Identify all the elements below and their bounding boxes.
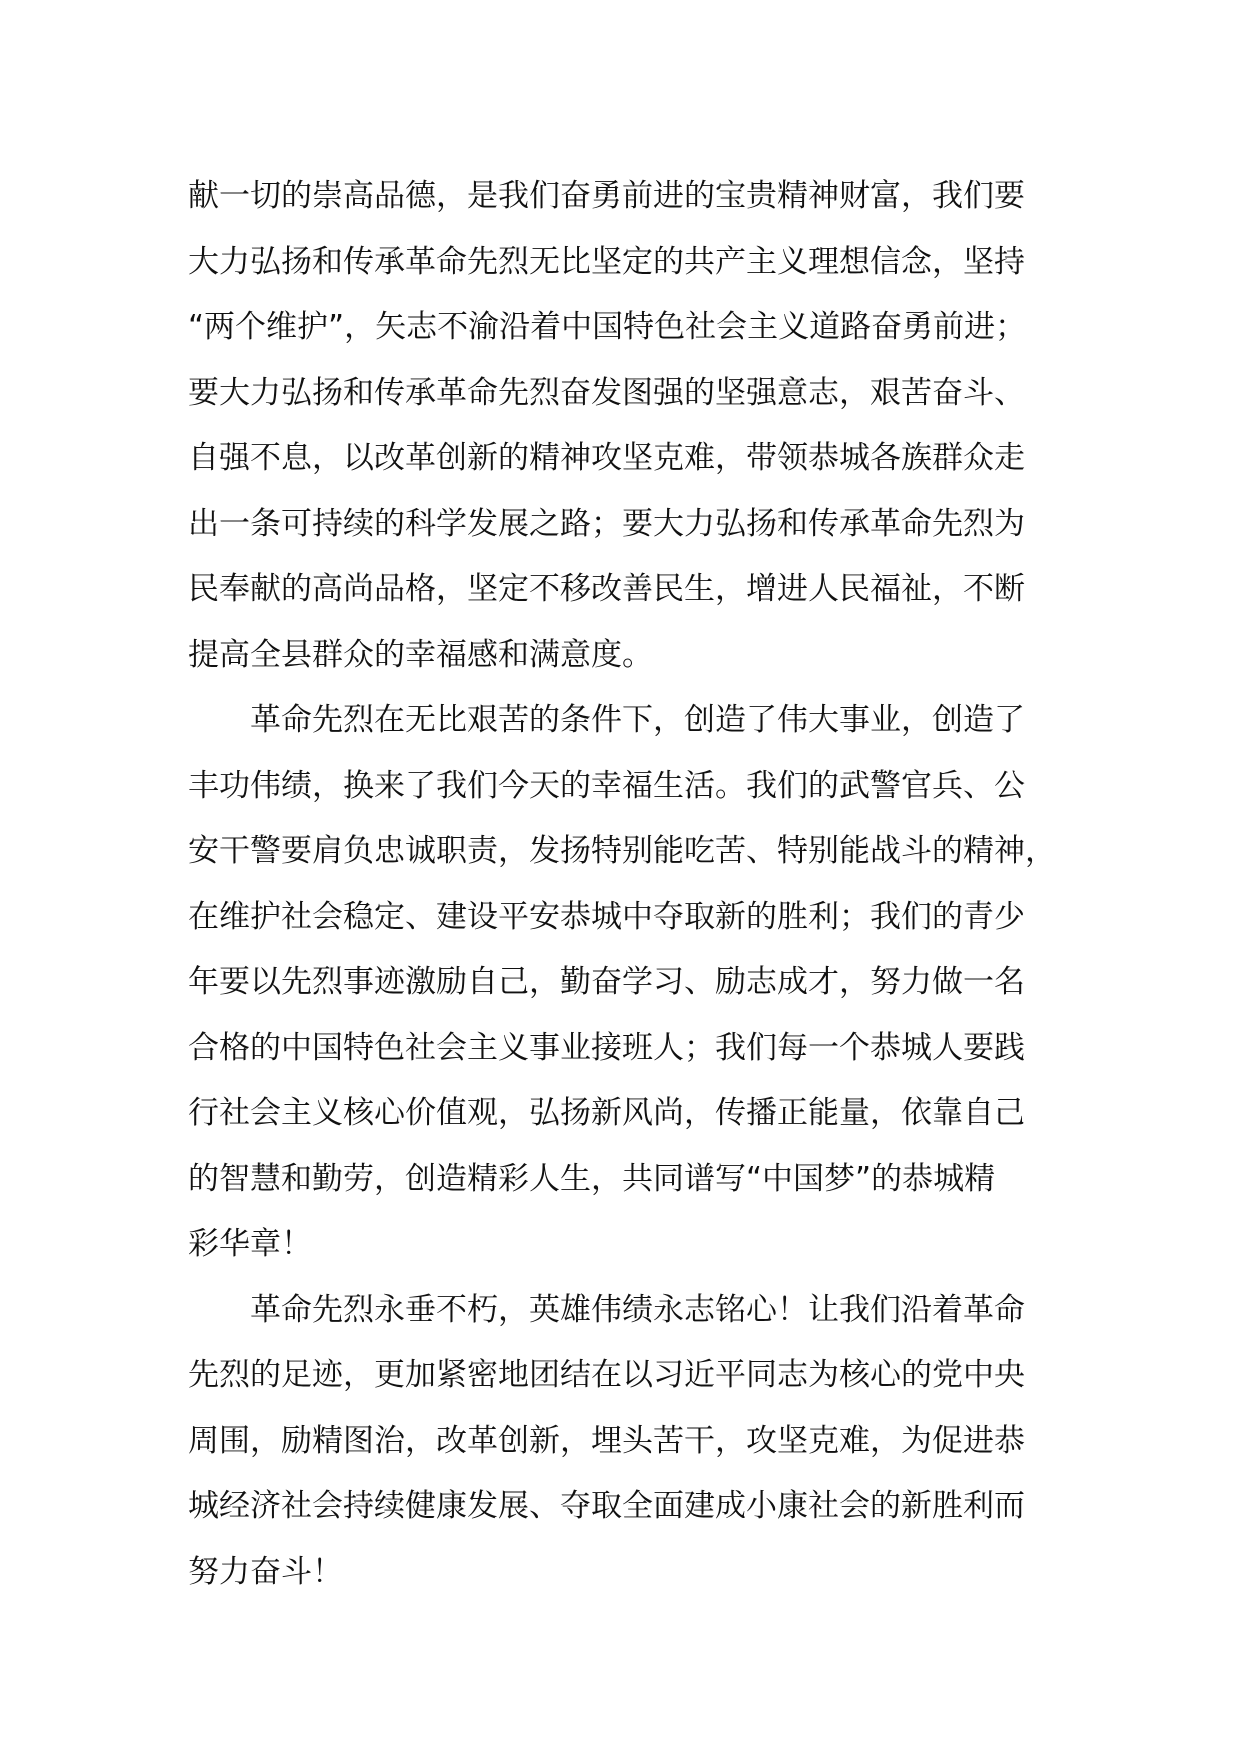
text-line: 努力奋斗！ [188, 1553, 343, 1590]
text-line: 大力弘扬和传承革命先烈无比坚定的共产主义理想信念，坚持 [188, 243, 1025, 280]
text-line: 丰功伟绩，换来了我们今天的幸福生活。我们的武警官兵、公 [188, 767, 1025, 804]
text-line: 出一条可持续的科学发展之路；要大力弘扬和传承革命先烈为 [188, 505, 1025, 542]
body-text [188, 164, 1078, 1605]
text-line: 提高全县群众的幸福感和满意度。 [188, 636, 653, 673]
text-line: 先烈的足迹，更加紧密地团结在以习近平同志为核心的党中央 [188, 1357, 1025, 1393]
text-line: 合格的中国特色社会主义事业接班人；我们每一个恭城人要践 [188, 1029, 1025, 1066]
text-line: 献一切的崇高品德，是我们奋勇前进的宝贵精神财富，我们要 [188, 178, 1025, 214]
text-line: 革命先烈永垂不朽，英雄伟绩永志铭心！让我们沿着革命 [188, 1291, 1025, 1328]
text-line: 行社会主义核心价值观，弘扬新风尚，传播正能量，依靠自己 [188, 1095, 1025, 1131]
text-line: 周围，励精图治，改革创新，埋头苦干，攻坚克难，为促进恭 [188, 1422, 1025, 1459]
text-line: 年要以先烈事迹激励自己，勤奋学习、励志成才，努力做一名 [188, 964, 1025, 1000]
text-line: 自强不息，以改革创新的精神攻坚克难，带领恭城各族群众走 [188, 440, 1025, 476]
text-line: 民奉献的高尚品格，坚定不移改善民生，增进人民福祉，不断 [188, 571, 1025, 607]
text-line: 城经济社会持续健康发展、夺取全面建成小康社会的新胜利而 [188, 1488, 1025, 1524]
text-line: 的智慧和勤劳，创造精彩人生，共同谱写“中国梦”的恭城精 [188, 1160, 996, 1197]
text-line: 革命先烈在无比艰苦的条件下，创造了伟大事业，创造了 [188, 702, 1025, 738]
text-line: 在维护社会稳定、建设平安恭城中夺取新的胜利；我们的青少 [188, 898, 1025, 935]
text-line: “两个维护”，矢志不渝沿着中国特色社会主义道路奋勇前进； [188, 309, 1027, 345]
text-line: 彩华章！ [188, 1226, 312, 1262]
text-line: 安干警要肩负忠诚职责，发扬特别能吃苦、特别能战斗的精神， [188, 833, 1056, 869]
text-line: 要大力弘扬和传承革命先烈奋发图强的坚强意志，艰苦奋斗、 [188, 374, 1025, 411]
